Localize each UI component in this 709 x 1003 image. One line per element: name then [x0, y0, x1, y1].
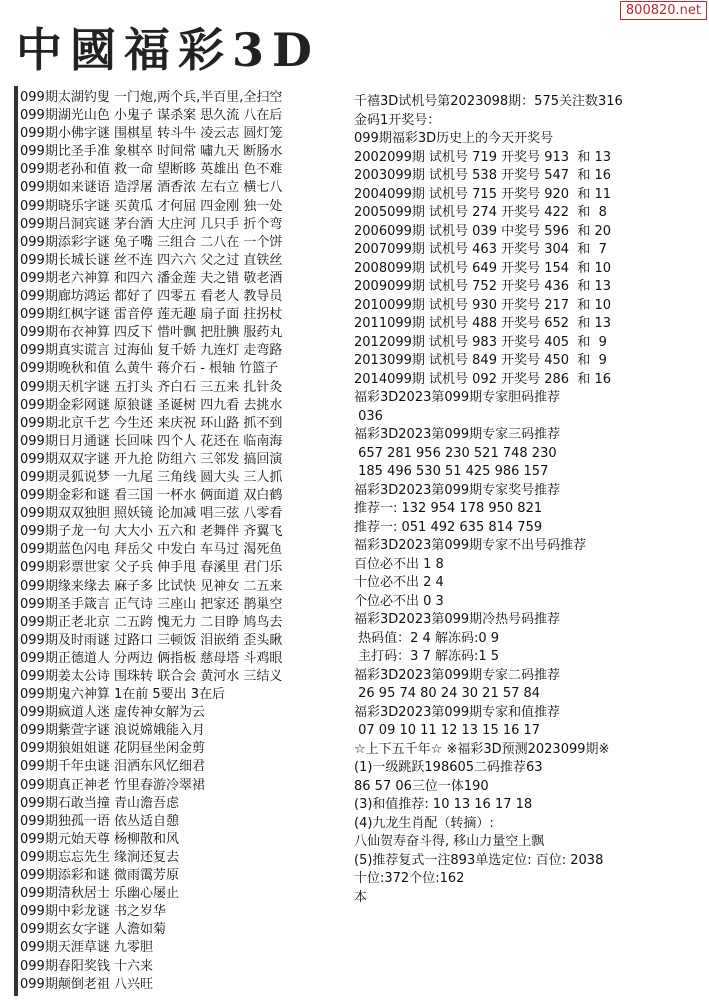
- prediction-line: 福彩3D2023第099期专家奖号推荐: [354, 482, 561, 498]
- riddle-line: 099期正老北京 二五跨 愧无力 二目睁 鸠鸟去: [20, 614, 283, 630]
- prediction-line: 2005099期 试机号 274 开奖号 422 和 8: [354, 205, 607, 220]
- riddle-line: 099期布衣神算 四反下 惜叶飘 把肚腆 服药丸: [20, 325, 283, 341]
- riddle-line: 099期老孙和值 救一命 望断眵 英雄出 色不难: [20, 162, 283, 178]
- page-header: [0, 0, 709, 86]
- riddle-line: 099期天涯草谜 九零胆: [20, 940, 153, 956]
- prediction-line: ☆上下五千年☆ ※福彩3D预测2023099期※: [354, 741, 610, 757]
- riddle-line: 099期金彩和谜 看三国 一杯水 俩面道 双白鹤: [20, 488, 283, 504]
- prediction-line: 主打码：3 7 解冻码:1 5: [354, 649, 499, 664]
- riddle-line: 099期正德道人 分两边 俩指板 慈母塔 斗鸡眼: [20, 650, 283, 666]
- column-divider: [14, 86, 18, 996]
- riddle-line: 099期及时雨谜 过路口 三顿饭 泪嵌绡 歪头瞅: [20, 632, 283, 648]
- prediction-line: 2010099期 试机号 930 开奖号 217 和 10: [354, 297, 611, 313]
- riddle-line: 099期太湖钓叟 一门炮,两个兵,半百里,全扫空: [20, 90, 283, 105]
- prediction-line: 推荐一: 132 954 178 950 821: [354, 501, 543, 516]
- prediction-line: 2013099期 试机号 849 开奖号 450 和 9: [354, 353, 607, 368]
- prediction-line: (5)推荐复式一注893单选定位: 百位: 2038: [354, 852, 604, 868]
- prediction-line: 金码1开奖号：: [354, 112, 441, 128]
- prediction-line: 07 09 10 11 12 13 15 16 17: [354, 723, 541, 738]
- riddle-line: 099期如来谜语 造浮屠 酒香浓 左右立 横七八: [20, 180, 283, 196]
- prediction-line: 2009099期 试机号 752 开奖号 436 和 13: [354, 279, 611, 294]
- prediction-line: 八仙贺寿奋斗得, 移山力量空上飘: [354, 834, 545, 849]
- prediction-line: 福彩3D2023第099期专家胆码推荐: [354, 390, 561, 405]
- riddle-line: 099期缘来缘去 麻子多 比试快 见神女 二五来: [20, 578, 283, 594]
- riddle-line: 099期湖光山色 小鬼子 谋杀案 思久流 八在后: [20, 108, 283, 124]
- riddle-line: 099期鬼六神算 1在前 5要出 3在后: [20, 687, 226, 703]
- page-title: 中國福彩3D: [16, 23, 320, 77]
- riddle-line: 099期晓乐字谜 买黄瓜 才何屈 四金刚 独一处: [20, 198, 283, 214]
- prediction-line: 26 95 74 80 24 30 21 57 84: [354, 686, 541, 701]
- riddle-line: 099期比圣手准 象棋卒 时间常 嘯九天 断肠水: [20, 144, 283, 160]
- riddle-line: 099期晚秋和值 么黄牛 蒋介石 - 根轴 竹篮子: [20, 361, 279, 377]
- prediction-line: 2008099期 试机号 649 开奖号 154 和 10: [354, 260, 611, 276]
- riddle-line: 099期清秋居士 乐幽心屡止: [20, 886, 179, 902]
- prediction-line: 2002099期 试机号 719 开奖号 913 和 13: [354, 149, 611, 165]
- riddle-line: 099期长城长谜 丝不连 四六六 父之过 直铁丝: [20, 252, 283, 268]
- prediction-line: 036: [354, 408, 383, 424]
- riddle-line: 099期吕洞宾谜 茅台酒 大庄河 几只手 折个弯: [20, 216, 283, 232]
- prediction-line: 657 281 956 230 521 748 230: [354, 445, 557, 461]
- riddle-line: 099期真实谎言 过海仙 复千娇 九连灯 走弯路: [20, 343, 283, 359]
- riddle-line: 099期狼姐姐谜 花阴昼坐闲金剪: [20, 741, 205, 757]
- prediction-line: 185 496 530 51 425 986 157: [354, 464, 549, 479]
- riddle-line: 099期彩票世家 父子兵 伸手甩 春溪里 君门乐: [20, 560, 283, 576]
- riddle-line: 099期添彩和谜 微雨霭芳原: [20, 868, 179, 884]
- prediction-line: 热码值：2 4 解冻码:0 9: [354, 630, 499, 646]
- riddle-line: 099期圣手箴言 正气诗 三座山 把家还 鹊巢空: [20, 596, 283, 612]
- prediction-line: 福彩3D2023第099期专家三码推荐: [354, 427, 561, 442]
- riddle-line: 099期添彩字谜 兔子嘴 三组合 二八在 一个饼: [20, 234, 283, 250]
- riddle-line: 099期双双独胆 照妖镜 论加减 唱三弦 八零看: [20, 506, 283, 522]
- prediction-line: 十位:372个位:162: [354, 871, 465, 886]
- riddle-line: 099期双双字谜 开九抢 防组六 三邻发 搞回演: [20, 451, 283, 467]
- prediction-line: 86 57 06三位一体190: [354, 778, 489, 794]
- bottom-fade: [354, 968, 706, 1003]
- prediction-line: 个位必不出 0 3: [354, 593, 444, 609]
- riddle-line: 099期春阳奖钱 十六来: [20, 958, 153, 974]
- prediction-line: 福彩3D2023第099期专家不出号码推荐: [354, 538, 587, 553]
- prediction-line: 2007099期 试机号 463 开奖号 304 和 7: [354, 242, 607, 257]
- prediction-line: 福彩3D2023第099期专家和值推荐: [354, 704, 561, 720]
- riddle-line: 099期姜太公诗 围珠转 联合会 黄河水 三结义: [20, 669, 283, 684]
- riddle-line: 099期忘忘先生 缘涧还复去: [20, 849, 179, 865]
- prediction-line: 千禧3D试机号第2023098期：575关注数316: [354, 94, 623, 109]
- prediction-line: (3)和值推荐: 10 13 16 17 18: [354, 797, 533, 812]
- riddle-line: 099期日月通谜 长回味 四个人 花还在 临南海: [20, 433, 283, 449]
- riddle-line: 099期中彩龙谜 书之岁华: [20, 904, 166, 920]
- prediction-line: 2006099期 试机号 039 中奖号 596 和 20: [354, 223, 611, 239]
- prediction-line: 2011099期 试机号 488 开奖号 652 和 13: [354, 316, 611, 331]
- prediction-line: 推荐一: 051 492 635 814 759: [354, 519, 543, 535]
- prediction-line: 本: [354, 889, 368, 905]
- prediction-line: 2004099期 试机号 715 开奖号 920 和 11: [354, 186, 611, 202]
- watermark-label: 800820.net: [620, 1, 707, 20]
- riddle-line: 099期金彩网谜 原狼谜 圣诞树 四九看 去挑水: [20, 397, 283, 413]
- riddle-line: 099期千年虫谜 泪洒东风忆细君: [20, 759, 205, 775]
- riddle-line: 099期北京千艺 今生还 来庆祝 环山路 抓不到: [20, 415, 283, 431]
- riddle-line: 099期小佛字谜 围棋星 转斗牛 凌云志 圆灯笼: [20, 126, 283, 142]
- riddle-line: 099期真正神老 竹里春游冷翠裙: [20, 777, 205, 793]
- riddle-list: [20, 89, 352, 999]
- riddle-line: 099期疯道人迷 虚传神女解为云: [20, 705, 205, 721]
- riddle-line: 099期子龙一句 大大小 五六和 老舞伴 齐翼飞: [20, 524, 283, 540]
- riddle-line: 099期元始天尊 杨柳散和风: [20, 831, 179, 847]
- prediction-line: 十位必不出 2 4: [354, 575, 444, 590]
- prediction-line: 2003099期 试机号 538 开奖号 547 和 16: [354, 168, 611, 183]
- riddle-line: 099期颠倒老祖 八兴旺: [20, 976, 153, 992]
- prediction-line: 福彩3D2023第099期冷热号码推荐: [354, 612, 561, 627]
- prediction-list: [354, 93, 706, 993]
- prediction-line: 福彩3D2023第099期专家二码推荐: [354, 667, 561, 683]
- prediction-line: (4)九龙生肖配（转摘）:: [354, 815, 494, 831]
- prediction-line: 2012099期 试机号 983 开奖号 405 和 9: [354, 334, 607, 350]
- prediction-line: 百位必不出 1 8: [354, 556, 444, 572]
- riddle-line: 099期天机字谜 五打头 齐白石 三五来 扎针灸: [20, 379, 283, 395]
- riddle-line: 099期紫萱字谜 浪说嫦娥能入月: [20, 723, 205, 739]
- riddle-line: 099期灵狐说梦 一九尾 三角线 圆大头 三人抓: [20, 469, 283, 485]
- riddle-line: 099期独孤一语 依丛适自憩: [20, 813, 179, 829]
- riddle-line: 099期蓝色闪电 拜岳父 中发白 车马过 渴死鱼: [20, 542, 283, 558]
- riddle-line: 099期廊坊鸿运 都好了 四零五 看老人 教导员: [20, 289, 283, 305]
- riddle-line: 099期玄女字谜 人澹如菊: [20, 922, 166, 938]
- riddle-line: 099期红枫字谜 雷音停 莲无趣 扇子面 拄拐杖: [20, 307, 283, 323]
- prediction-line: (1)一级跳跃198605二码推荐63: [354, 760, 543, 775]
- riddle-line: 099期老六神算 和四六 潘金莲 夫之错 敬老酒: [20, 270, 283, 286]
- riddle-line: 099期石敢当撞 青山澹吾虑: [20, 795, 179, 811]
- prediction-line: 2014099期 试机号 092 开奖号 286 和 16: [354, 371, 611, 387]
- prediction-line: 099期福彩3D历史上的今天开奖号: [354, 131, 554, 146]
